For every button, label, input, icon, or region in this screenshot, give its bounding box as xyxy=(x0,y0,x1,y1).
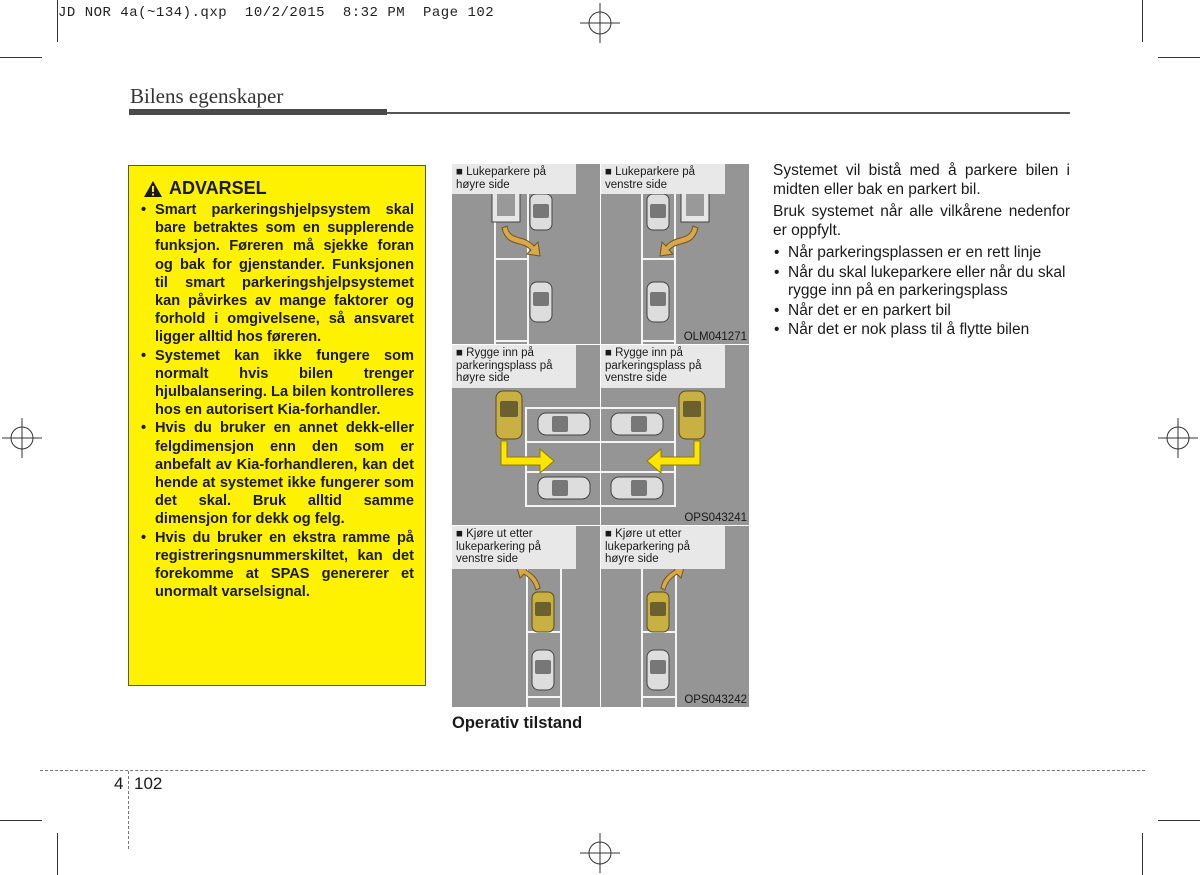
crop-mark xyxy=(1158,820,1200,821)
crop-mark xyxy=(0,820,42,821)
warning-list xyxy=(141,201,414,601)
diagram-exit-left xyxy=(452,526,600,707)
footer-divider xyxy=(128,771,129,849)
diagram-label: ■ Rygge inn på parkeringsplass på venstre side xyxy=(601,345,725,388)
diagram-label: ■ Lukeparkere på venstre side xyxy=(601,164,725,194)
footer-rule xyxy=(40,770,1145,771)
paragraph: Bruk systemet når alle vilkårene nedenfor er oppfylt. xyxy=(773,203,1070,239)
list-item: • Når det er en parkert bil xyxy=(773,302,1070,321)
diagram-caption: Operativ tilstand xyxy=(452,714,583,732)
warning-triangle-icon xyxy=(143,180,163,198)
diagram-reverse-right xyxy=(452,345,600,525)
chapter-number: 4 xyxy=(114,774,124,793)
diagram-exit-right xyxy=(601,526,749,707)
registration-mark-icon xyxy=(580,833,620,873)
title-rule xyxy=(387,112,1070,114)
diagram-label: ■ Kjøre ut etter lukeparkering på høyre side xyxy=(601,526,725,569)
diagram-code: OPS043242 xyxy=(684,694,747,706)
warning-header xyxy=(143,178,414,199)
paragraph: Systemet vil bistå med å parkere bilen i midten eller bak en parkert bil. xyxy=(773,162,1070,198)
diagram-reverse-left xyxy=(601,345,749,525)
registration-mark-icon xyxy=(580,3,620,43)
title-underline xyxy=(129,109,387,115)
registration-mark-icon xyxy=(1158,418,1198,458)
condition-list xyxy=(773,244,1070,340)
diagram-parallel-right xyxy=(452,164,600,344)
diagram-label: ■ Lukeparkere på høyre side xyxy=(452,164,576,194)
list-item: • Når det er nok plass til å flytte bilen xyxy=(773,321,1070,340)
section-title: Bilens egenskaper xyxy=(130,84,284,108)
warning-item: • Hvis du bruker en annet dekk-eller felgdimensjon enn den som er anbefalt av Kia-forhandleren, kan det hende at systemet ikke fungerer som det skal. Bruk alltid samme dimensjon for dekk og felg. xyxy=(141,419,414,528)
diagram-label: ■ Rygge inn på parkeringsplass på høyre side xyxy=(452,345,576,388)
warning-item: • Systemet kan ikke fungere som normalt hvis bilen trenger hjulbalansering. La bilen kontrolleres hos en autorisert Kia-forhandler. xyxy=(141,347,414,420)
list-item: • Når parkeringsplassen er en rett linje xyxy=(773,244,1070,263)
diagram-label: ■ Kjøre ut etter lukeparkering på venstre side xyxy=(452,526,576,569)
warning-title: ADVARSEL xyxy=(169,178,267,198)
diagram-parallel-left xyxy=(601,164,749,344)
warning-box xyxy=(128,165,426,686)
crop-mark xyxy=(0,57,42,58)
warning-item: • Smart parkeringshjelpsystem skal bare betraktes som en supplerende funksjon. Føreren må sjekke foran og bak for gjenstander. Funksjonen til smart parkeringshjelpsystemet kan påvirkes av mange faktorer og forhold i omgivelsene, så ansvaret ligger alltid hos føreren. xyxy=(141,201,414,347)
crop-mark xyxy=(57,833,58,875)
crop-mark xyxy=(1142,833,1143,875)
print-header: JD NOR 4a(~134).qxp 10/2/2015 8:32 PM Page 102 xyxy=(58,5,495,21)
crop-mark xyxy=(1158,57,1200,58)
body-text xyxy=(773,162,1070,341)
registration-mark-icon xyxy=(2,418,42,458)
page-number: 102 xyxy=(134,774,163,793)
warning-item: • Hvis du bruker en ekstra ramme på registreringsnummerskiltet, kan det forekomme at SPAS genererer et unormalt varselsignal. xyxy=(141,529,414,602)
diagram-code: OPS043241 xyxy=(684,512,747,524)
crop-mark xyxy=(1142,0,1143,42)
list-item: • Når du skal lukeparkere eller når du skal rygge inn på en parkeringsplass xyxy=(773,264,1070,301)
diagram-code: OLM041271 xyxy=(683,331,747,343)
